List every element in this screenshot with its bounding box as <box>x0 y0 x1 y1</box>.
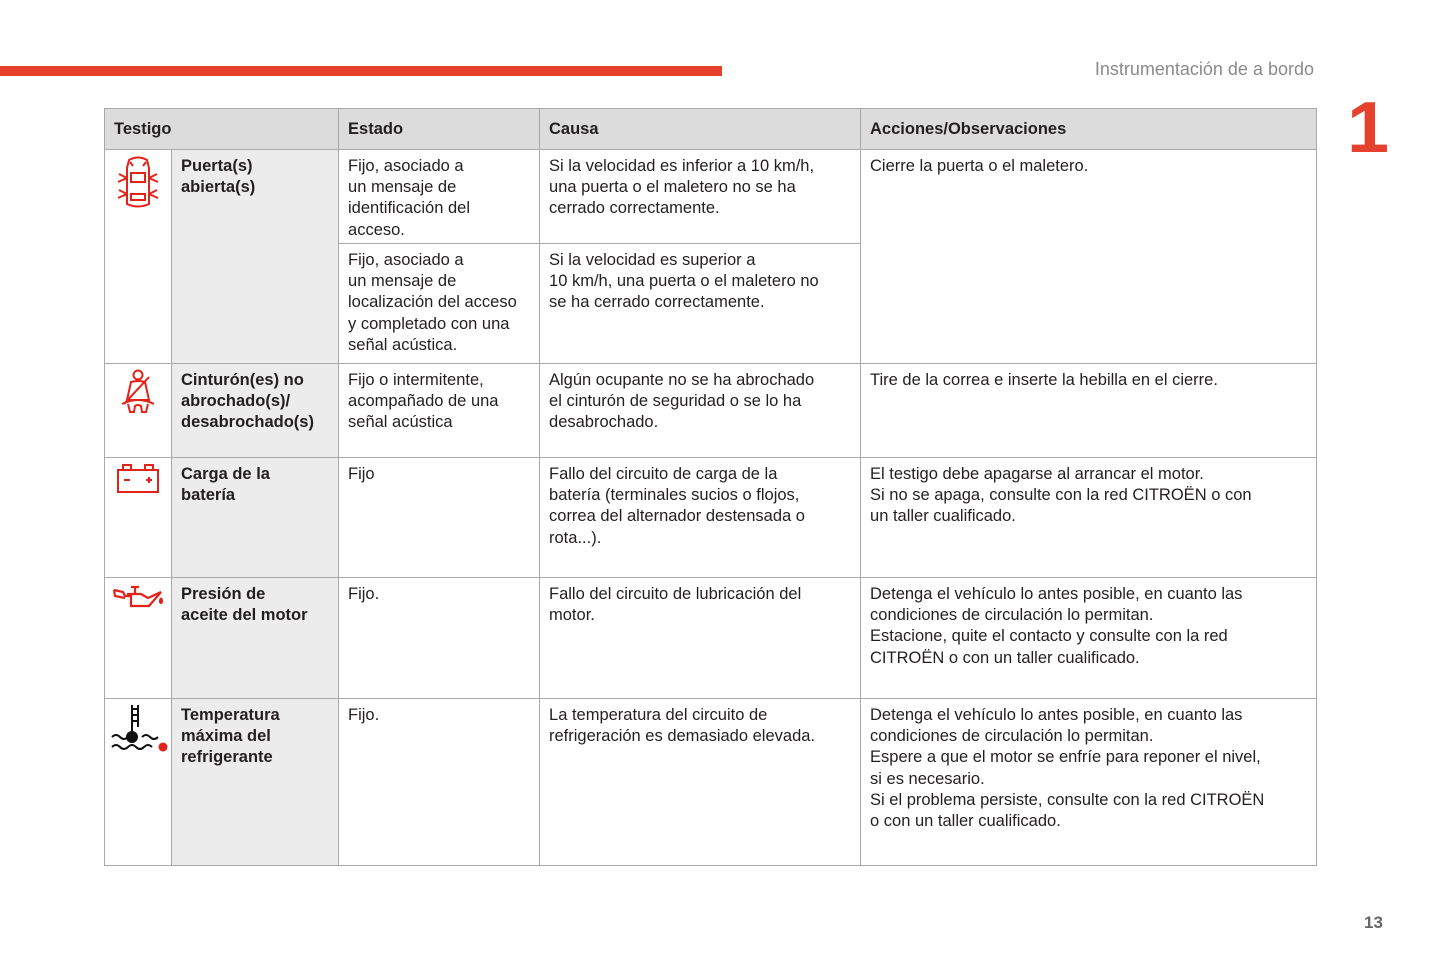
text-line: Fijo, asociado a <box>348 157 464 175</box>
text-line: el cinturón de seguridad o se lo ha <box>549 392 802 411</box>
oil-pressure-icon <box>111 596 165 614</box>
text-line: rota...). <box>549 528 602 547</box>
warning-light-cell <box>105 458 172 578</box>
text-line: Temperatura <box>181 706 280 724</box>
text-line: Detenga el vehículo lo antes posible, en cuanto las <box>870 585 1243 603</box>
text-line: si es necesario. <box>870 769 985 788</box>
table-row <box>105 458 1317 578</box>
causa-cell <box>540 578 861 699</box>
seatbelt-icon <box>118 402 158 420</box>
column-header-testigo: Testigo <box>105 109 339 150</box>
warning-light-cell <box>105 699 172 866</box>
text-line: Fijo o intermitente, <box>348 371 484 389</box>
column-header-acciones: Acciones/Observaciones <box>861 109 1317 150</box>
estado-cell <box>339 699 540 866</box>
text-line: abierta(s) <box>181 178 256 197</box>
text-line: Carga de la <box>181 465 270 483</box>
text-line: Presión de <box>181 585 266 603</box>
text-line: acceso. <box>348 220 405 239</box>
table-row <box>105 150 1317 244</box>
text-line: CITROËN o con un taller cualificado. <box>870 648 1140 667</box>
column-header-estado: Estado <box>339 109 540 150</box>
text-line: El testigo debe apagarse al arrancar el motor. <box>870 465 1204 483</box>
table-row <box>105 578 1317 699</box>
text-line: Si no se apaga, consulte con la red CITROËN o con <box>870 486 1252 505</box>
table-row <box>105 364 1317 458</box>
text-line: La temperatura del circuito de <box>549 706 768 724</box>
text-line: señal acústica. <box>348 335 458 354</box>
chapter-number: 1 <box>1346 88 1390 168</box>
text-line: Fijo, asociado a <box>348 251 464 269</box>
text-line: máxima del <box>181 727 271 746</box>
text-line: señal acústica <box>348 413 453 432</box>
door-open-icon <box>115 198 161 216</box>
text-line: Cinturón(es) no <box>181 371 304 389</box>
text-line: acompañado de una <box>348 392 499 411</box>
estado-cell <box>339 578 540 699</box>
text-line: Si la velocidad es inferior a 10 km/h, <box>549 157 815 175</box>
text-line: identificación del <box>348 199 471 218</box>
text-line: batería <box>181 486 236 505</box>
warning-light-cell <box>105 578 172 699</box>
accent-bar <box>0 66 722 76</box>
text-line: Algún ocupante no se ha abrochado <box>549 371 815 389</box>
acciones-cell <box>861 578 1317 699</box>
text-line: correa del alternador destensada o <box>549 507 805 526</box>
column-header-causa: Causa <box>540 109 861 150</box>
text-line: Fijo <box>348 465 375 483</box>
text-line: abrochado(s)/ <box>181 392 291 411</box>
causa-cell <box>540 150 861 244</box>
text-line: refrigeración es demasiado elevada. <box>549 727 816 746</box>
text-line: refrigerante <box>181 748 273 767</box>
text-line: desabrochado. <box>549 413 659 432</box>
text-line: Espere a que el motor se enfríe para reponer el nivel, <box>870 748 1261 767</box>
warning-light-name <box>172 458 339 578</box>
acciones-cell <box>861 458 1317 578</box>
text-line: 10 km/h, una puerta o el maletero no <box>549 272 819 291</box>
table-header-row <box>105 109 1317 150</box>
text-line: condiciones de circulación lo permitan. <box>870 727 1154 746</box>
text-line: o con un taller cualificado. <box>870 812 1061 831</box>
estado-cell <box>339 458 540 578</box>
text-line: cerrado correctamente. <box>549 199 720 218</box>
causa-cell <box>540 458 861 578</box>
text-line: Fijo. <box>348 585 380 603</box>
text-line: desabrochado(s) <box>181 413 314 432</box>
section-title: Instrumentación de a bordo <box>1094 59 1314 79</box>
acciones-cell <box>861 699 1317 866</box>
text-line: Cierre la puerta o el maletero. <box>870 157 1089 175</box>
text-line: motor. <box>549 606 595 625</box>
page-number: 13 <box>1364 913 1383 932</box>
text-line: Puerta(s) <box>181 157 253 175</box>
estado-cell <box>339 150 540 244</box>
text-line: un mensaje de <box>348 272 457 291</box>
text-line: Fallo del circuito de lubricación del <box>549 585 802 603</box>
text-line: un taller cualificado. <box>870 507 1016 526</box>
warning-light-name <box>172 578 339 699</box>
text-line: una puerta o el maletero no se ha <box>549 178 796 197</box>
causa-cell <box>540 699 861 866</box>
estado-cell <box>339 244 540 364</box>
table-row <box>105 699 1317 866</box>
coolant-temperature-icon <box>108 743 168 761</box>
text-line: Fallo del circuito de carga de la <box>549 465 778 483</box>
warning-light-cell <box>105 150 172 364</box>
causa-cell <box>540 244 861 364</box>
causa-cell <box>540 364 861 458</box>
text-line: condiciones de circulación lo permitan. <box>870 606 1154 625</box>
text-line: Si la velocidad es superior a <box>549 251 756 269</box>
text-line: batería (terminales sucios o flojos, <box>549 486 800 505</box>
battery-icon <box>116 480 160 498</box>
text-line: se ha cerrado correctamente. <box>549 293 765 312</box>
acciones-cell <box>861 150 1317 364</box>
text-line: Estacione, quite el contacto y consulte con la red <box>870 627 1228 646</box>
warning-light-name <box>172 150 339 364</box>
text-line: Fijo. <box>348 706 380 724</box>
warning-light-cell <box>105 364 172 458</box>
text-line: Si el problema persiste, consulte con la red CITROËN <box>870 790 1265 809</box>
estado-cell <box>339 364 540 458</box>
text-line: y completado con una <box>348 314 510 333</box>
text-line: aceite del motor <box>181 606 308 625</box>
warning-light-name <box>172 699 339 866</box>
text-line: Detenga el vehículo lo antes posible, en cuanto las <box>870 706 1243 724</box>
warning-light-name <box>172 364 339 458</box>
warning-lights-table <box>104 108 1317 866</box>
text-line: un mensaje de <box>348 178 457 197</box>
text-line: localización del acceso <box>348 293 517 312</box>
text-line: Tire de la correa e inserte la hebilla en el cierre. <box>870 371 1218 389</box>
acciones-cell <box>861 364 1317 458</box>
